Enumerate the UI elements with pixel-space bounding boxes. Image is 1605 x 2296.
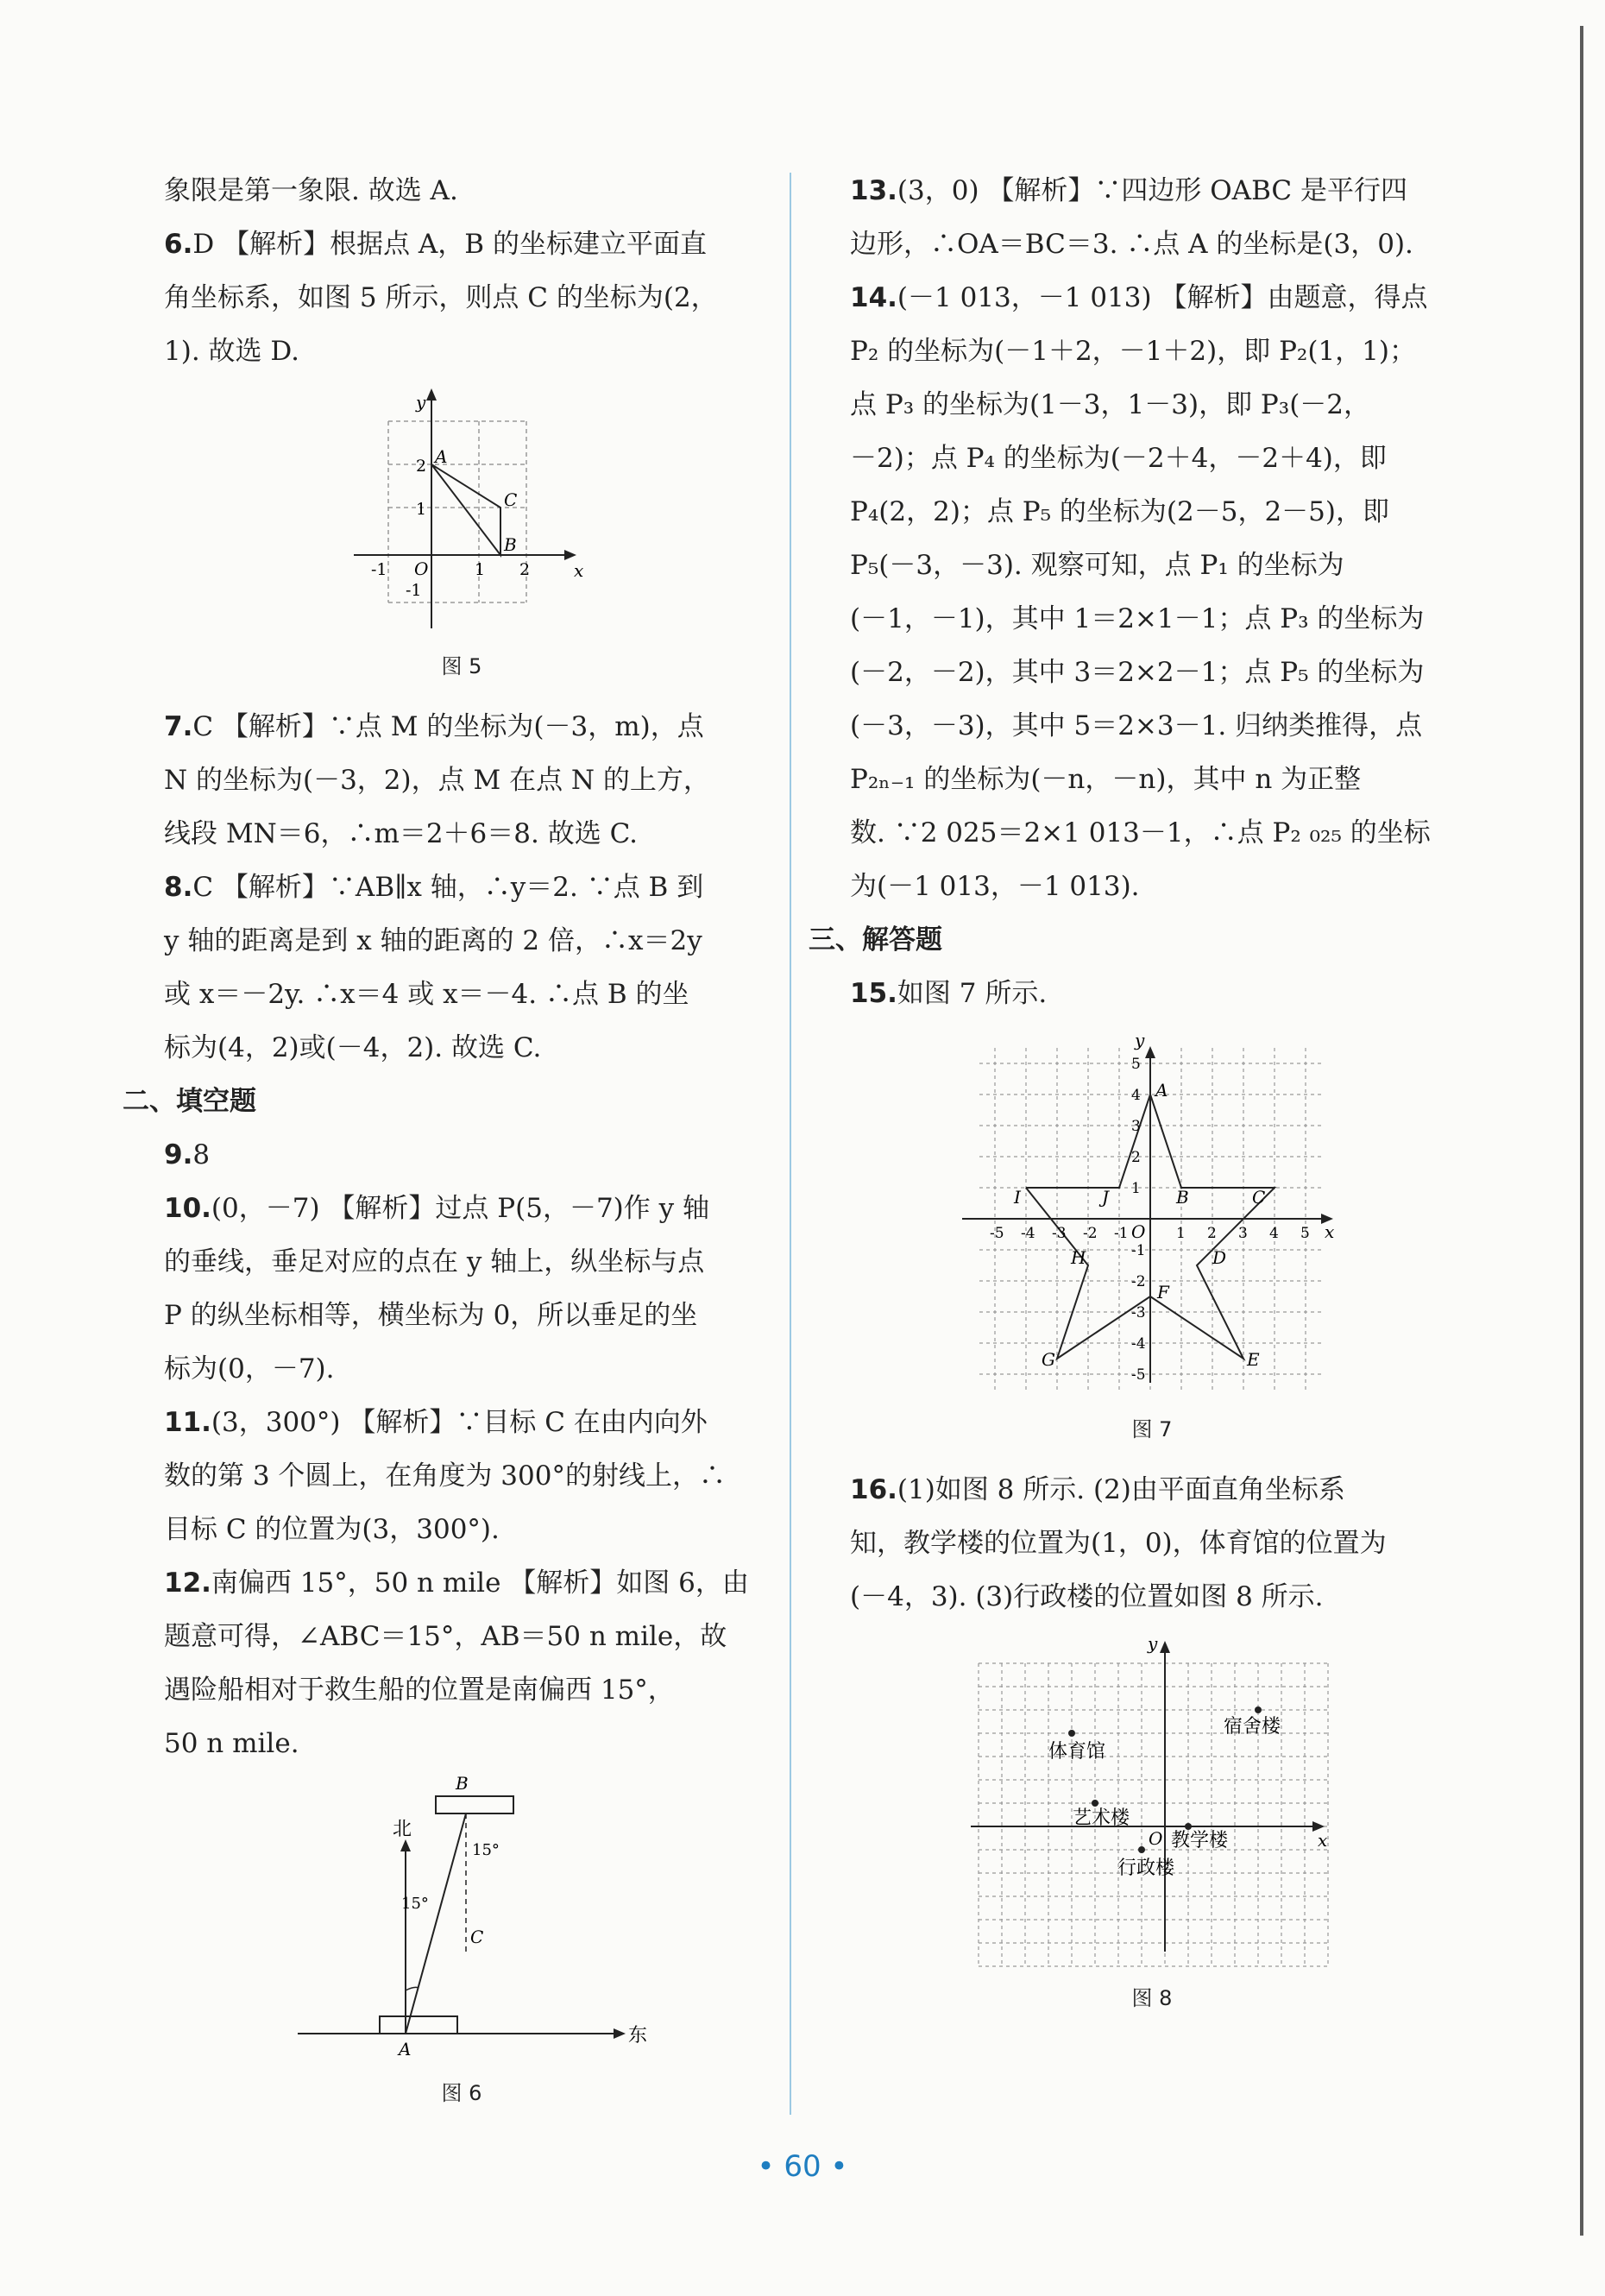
question-number: 15. <box>850 978 897 1009</box>
point-b-label: B <box>504 534 517 555</box>
point-c-label: C <box>1252 1187 1266 1208</box>
x-tick-label: 3 <box>1238 1225 1248 1242</box>
dorm-label: 宿舍楼 <box>1224 1716 1281 1738</box>
left-column <box>123 164 759 2127</box>
question-15 <box>850 967 1454 1020</box>
text-line: (0，－7) 【解析】过点 P(5，－7)作 y 轴 <box>211 1193 709 1224</box>
y-tick-label: 2 <box>1131 1149 1141 1166</box>
figure-caption: 图 7 <box>1131 1417 1173 1441</box>
right-column <box>809 164 1454 2032</box>
x-tick-label: 2 <box>1207 1225 1217 1242</box>
y-tick-label: 4 <box>1131 1087 1141 1104</box>
question-number: 10. <box>164 1193 211 1224</box>
y-axis-label: y <box>1135 1030 1145 1050</box>
text-line: 目标 C 的位置为(3，300°). <box>164 1514 500 1545</box>
figure-8 <box>850 1624 1454 2011</box>
x-tick-label: -5 <box>990 1225 1004 1242</box>
figure-8-map <box>962 1624 1342 1969</box>
figure-caption: 图 8 <box>1131 1986 1173 2010</box>
point-a-label: A <box>1155 1080 1168 1101</box>
figure-5-graph <box>319 378 604 637</box>
section-heading: 二、填空题 <box>123 1086 256 1117</box>
question-6 <box>164 218 759 378</box>
x-axis-label: x <box>1318 1830 1328 1851</box>
text-line: y 轴的距离是到 x 轴的距离的 2 倍，∴x＝2y <box>164 925 702 956</box>
text-line: P₂ 的坐标为(－1＋2，－1＋2)，即 P₂(1，1)； <box>850 336 1416 367</box>
question-number: 16. <box>850 1474 897 1505</box>
gym-label: 体育馆 <box>1048 1741 1106 1763</box>
y-tick-label: -1 <box>1131 1242 1146 1259</box>
y-tick-label: 3 <box>1131 1118 1141 1135</box>
tick-label: 2 <box>416 457 427 476</box>
y-tick-label: -5 <box>1131 1366 1146 1384</box>
question-number: 13. <box>850 175 897 206</box>
question-number: 8. <box>164 872 193 903</box>
teaching-building-label: 教学楼 <box>1171 1830 1229 1851</box>
point-i-label: I <box>1014 1187 1021 1208</box>
question-number: 9. <box>164 1139 193 1170</box>
x-tick-label: 4 <box>1269 1225 1279 1242</box>
point-g-label: G <box>1042 1349 1055 1370</box>
figure-caption: 图 6 <box>441 2081 482 2105</box>
question-7 <box>164 700 759 861</box>
point-j-label: J <box>1102 1187 1110 1208</box>
text-line: 1). 故选 D. <box>164 336 299 367</box>
question-number: 12. <box>164 1567 211 1599</box>
section-heading: 三、解答题 <box>809 924 942 956</box>
text-line: 8 <box>192 1139 211 1170</box>
text-line: 如图 7 所示. <box>897 978 1048 1009</box>
text-line: 象限是第一象限. 故选 A. <box>164 175 458 206</box>
question-13 <box>850 164 1454 271</box>
y-tick-label: -4 <box>1131 1335 1146 1353</box>
text-line: (1)如图 8 所示. (2)由平面直角坐标系 <box>897 1474 1345 1505</box>
question-number: 14. <box>850 282 897 313</box>
tick-label: 1 <box>416 500 427 519</box>
question-14 <box>850 271 1454 913</box>
page-edge-line <box>1580 26 1583 2236</box>
tick-label: -1 <box>371 560 387 579</box>
x-tick-label: -4 <box>1021 1225 1035 1242</box>
text-line: 线段 MN＝6，∴m＝2＋6＝8. 故选 C. <box>164 818 639 849</box>
point-b-label: B <box>1176 1187 1189 1208</box>
text-line: P 的纵坐标相等，横坐标为 0，所以垂足的坐 <box>164 1300 698 1331</box>
text-line: 的垂线，垂足对应的点在 y 轴上，纵坐标与点 <box>164 1246 705 1277</box>
point-f-label: F <box>1157 1282 1169 1303</box>
figure-5 <box>164 378 759 679</box>
text-line: 50 n mile. <box>164 1728 299 1759</box>
origin-label: O <box>414 558 429 579</box>
point-c-label: C <box>470 1927 484 1947</box>
origin-label: O <box>1131 1221 1146 1242</box>
tick-label: 1 <box>475 560 486 579</box>
y-tick-label: 1 <box>1131 1180 1141 1197</box>
y-tick-label: 5 <box>1131 1056 1141 1073</box>
text-line: N 的坐标为(－3，2)，点 M 在点 N 的上方， <box>164 765 710 796</box>
figure-7-star-graph <box>962 1020 1342 1400</box>
text-line: 数的第 3 个圆上，在角度为 300°的射线上，∴ <box>164 1460 726 1492</box>
question-number: 11. <box>164 1407 211 1438</box>
origin-label: O <box>1149 1828 1163 1849</box>
tick-label: 2 <box>519 560 531 579</box>
figure-7 <box>850 1020 1454 1442</box>
question-10 <box>164 1182 759 1396</box>
text-line: 题意可得，∠ABC＝15°，AB＝50 n mile，故 <box>164 1621 727 1652</box>
x-axis-label: x <box>1325 1221 1335 1242</box>
text-line: 或 x＝－2y. ∴x＝4 或 x＝－4. ∴点 B 的坐 <box>164 979 689 1010</box>
text-line: －2)；点 P₄ 的坐标为(－2＋4，－2＋4)，即 <box>850 443 1387 474</box>
figure-6 <box>164 1770 759 2106</box>
question-9 <box>164 1128 759 1182</box>
point-h-label: H <box>1071 1247 1086 1268</box>
text-line: 边形，∴OA＝BC＝3. ∴点 A 的坐标是(3，0). <box>850 229 1413 260</box>
point-e-label: E <box>1247 1349 1260 1370</box>
x-tick-label: -1 <box>1114 1225 1129 1242</box>
text-line: P₅(－3，－3). 观察可知，点 P₁ 的坐标为 <box>850 550 1344 581</box>
text-line: C 【解析】∵点 M 的坐标为(－3，m)，点 <box>192 711 704 742</box>
angle-label: 15° <box>472 1841 500 1859</box>
text-line: 为(－1 013，－1 013). <box>850 871 1140 902</box>
text-line: 标为(4，2)或(－4，2). 故选 C. <box>164 1032 542 1063</box>
point-a-label: A <box>399 2039 412 2059</box>
text-line: 点 P₃ 的坐标为(1－3，1－3)，即 P₃(－2， <box>850 389 1371 420</box>
point-a-label: A <box>435 446 448 467</box>
column-divider <box>790 173 791 2115</box>
page-number: • 60 • <box>757 2149 848 2184</box>
figure-caption: 图 5 <box>441 654 482 678</box>
y-axis-label: y <box>1148 1633 1158 1654</box>
text-line: 南偏西 15°，50 n mile 【解析】如图 6，由 <box>211 1567 749 1599</box>
east-label: 东 <box>628 2025 648 2047</box>
text-line: C 【解析】∵AB∥x 轴，∴y＝2. ∵点 B 到 <box>192 872 704 903</box>
admin-building-label: 行政楼 <box>1117 1858 1175 1879</box>
x-axis-label: x <box>574 560 584 581</box>
north-label: 北 <box>393 1819 412 1840</box>
text-line: P₄(2，2)；点 P₅ 的坐标为(2－5，2－5)，即 <box>850 496 1389 527</box>
question-8 <box>164 861 759 1075</box>
y-tick-label: -2 <box>1131 1273 1146 1290</box>
x-tick-label: 1 <box>1176 1225 1186 1242</box>
question-11 <box>164 1396 759 1556</box>
art-building-label: 艺术楼 <box>1073 1807 1130 1829</box>
question-12 <box>164 1556 759 1770</box>
point-b-label: B <box>456 1773 469 1794</box>
text-line: (－2，－2)，其中 3＝2×2－1；点 P₅ 的坐标为 <box>850 657 1425 688</box>
text-line: (3，300°) 【解析】∵目标 C 在由内向外 <box>211 1407 708 1438</box>
text-line: (－3，－3)，其中 5＝2×3－1. 归纳类推得，点 <box>850 710 1423 741</box>
text-line: P₂ₙ₋₁ 的坐标为(－n，－n)，其中 n 为正整 <box>850 764 1362 795</box>
text-line: 数. ∵2 025＝2×1 013－1，∴点 P₂ ₀₂₅ 的坐标 <box>850 817 1431 848</box>
figure-6-diagram <box>280 1770 648 2064</box>
question-number: 7. <box>164 711 193 742</box>
text-line: 知，教学楼的位置为(1，0)，体育馆的位置为 <box>850 1528 1387 1559</box>
y-axis-label: y <box>416 392 426 413</box>
y-tick-label: -3 <box>1131 1304 1146 1321</box>
text-line: 标为(0，－7). <box>164 1353 335 1385</box>
point-d-label: D <box>1212 1247 1227 1268</box>
question-number: 6. <box>164 229 193 260</box>
text-line: D 【解析】根据点 A，B 的坐标建立平面直 <box>192 229 707 260</box>
x-tick-label: -2 <box>1083 1225 1098 1242</box>
tick-label: -1 <box>406 581 422 600</box>
x-tick-label: -3 <box>1052 1225 1067 1242</box>
text-line: (－1，－1)，其中 1＝2×1－1；点 P₃ 的坐标为 <box>850 603 1425 634</box>
text-line: 遇险船相对于救生船的位置是南偏西 15°， <box>164 1675 675 1706</box>
point-c-label: C <box>504 489 518 510</box>
text-line: (－4，3). (3)行政楼的位置如图 8 所示. <box>850 1581 1324 1612</box>
text-line: (3，0) 【解析】∵四边形 OABC 是平行四 <box>897 175 1407 206</box>
text-line: 角坐标系，如图 5 所示，则点 C 的坐标为(2， <box>164 282 718 313</box>
x-tick-label: 5 <box>1300 1225 1310 1242</box>
question-16 <box>850 1463 1454 1624</box>
text-line: (－1 013，－1 013) 【解析】由题意，得点 <box>897 282 1428 313</box>
angle-label: 15° <box>401 1895 429 1913</box>
